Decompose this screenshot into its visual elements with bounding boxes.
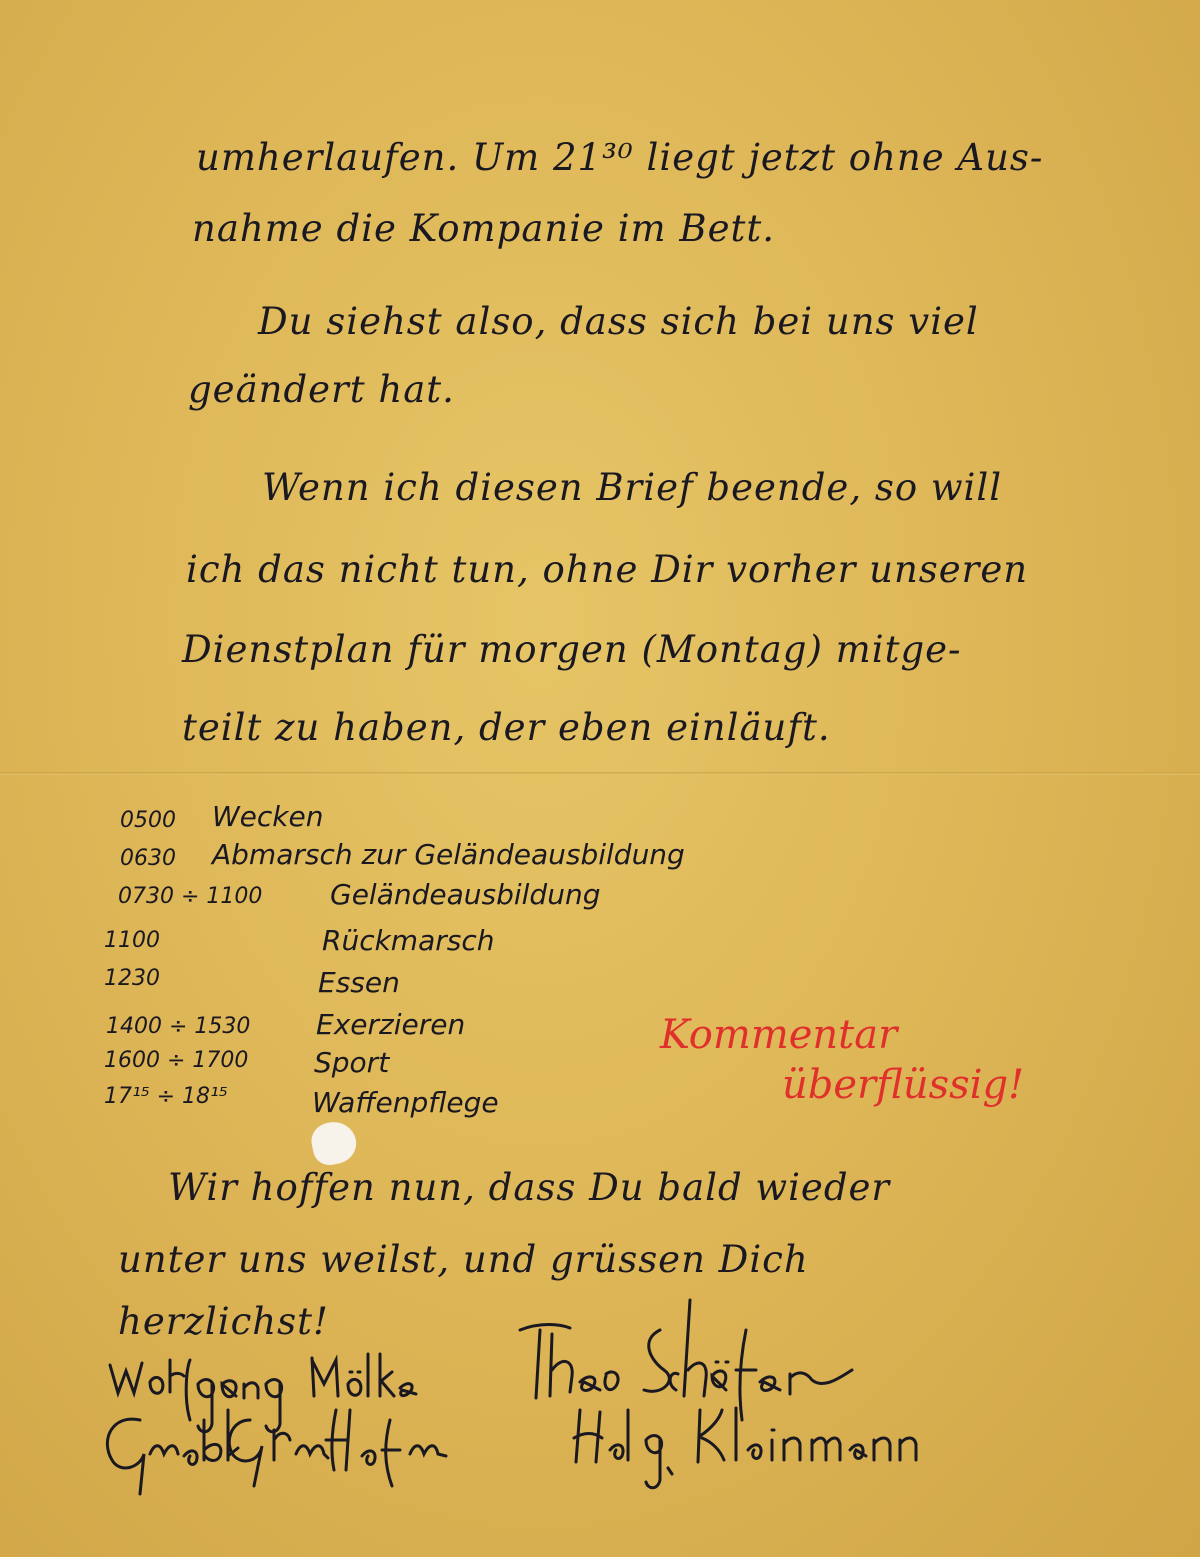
body-line-1: umherlaufen. Um 21³⁰ liegt jetzt ohne Aus-: [196, 136, 1044, 179]
body-line-7: Dienstplan für morgen (Montag) mitge-: [182, 628, 962, 671]
schedule-time: 0630: [120, 846, 176, 871]
schedule-time: 1600 ÷ 1700: [104, 1048, 249, 1073]
red-comment-line-1: Kommentar: [660, 1012, 898, 1058]
schedule-time: 17¹⁵ ÷ 18¹⁵: [104, 1084, 228, 1109]
body-line-6: ich das nicht tun, ohne Dir vorher unseren: [186, 548, 1029, 591]
closing-line-1: Wir hoffen nun, dass Du bald wieder: [168, 1166, 891, 1209]
signature-gerhard-grundhofer: [107, 1410, 446, 1494]
signature-theo-schaefer: [520, 1300, 852, 1420]
schedule-activity: Waffenpflege: [312, 1086, 499, 1119]
schedule-activity: Sport: [314, 1046, 390, 1079]
schedule-time: 0500: [120, 808, 176, 833]
schedule-activity: Abmarsch zur Geländeausbildung: [212, 838, 685, 871]
schedule-time: 1100: [104, 928, 160, 953]
body-line-2: nahme die Kompanie im Bett.: [192, 207, 775, 250]
closing-line-2: unter uns weilst, und grüssen Dich: [118, 1238, 809, 1281]
schedule-time: 0730 ÷ 1100: [118, 884, 263, 909]
schedule-activity: Essen: [318, 966, 400, 999]
signature-helg-kleinmann: [574, 1408, 916, 1488]
red-comment-line-2: überflüssig!: [782, 1062, 1025, 1108]
schedule-activity: Geländeausbildung: [330, 878, 601, 911]
schedule-time: 1230: [104, 966, 160, 991]
signatures-image: [100, 1290, 980, 1520]
schedule-activity: Exerzieren: [316, 1008, 466, 1041]
schedule-time: 1400 ÷ 1530: [106, 1014, 251, 1039]
paper-fold: [0, 772, 1200, 775]
schedule-activity: Rückmarsch: [322, 924, 495, 957]
body-line-3: Du siehst also, dass sich bei uns viel: [258, 300, 979, 343]
closing-line-3: herzlichst!: [118, 1300, 329, 1343]
signature-wolfgang-moelke: [110, 1354, 416, 1432]
body-line-8: teilt zu haben, der eben einläuft.: [182, 706, 831, 749]
body-line-5: Wenn ich diesen Brief beende, so will: [262, 466, 1003, 509]
schedule-activity: Wecken: [212, 800, 324, 833]
body-line-4: geändert hat.: [188, 368, 455, 411]
paper-hole: [308, 1118, 360, 1168]
